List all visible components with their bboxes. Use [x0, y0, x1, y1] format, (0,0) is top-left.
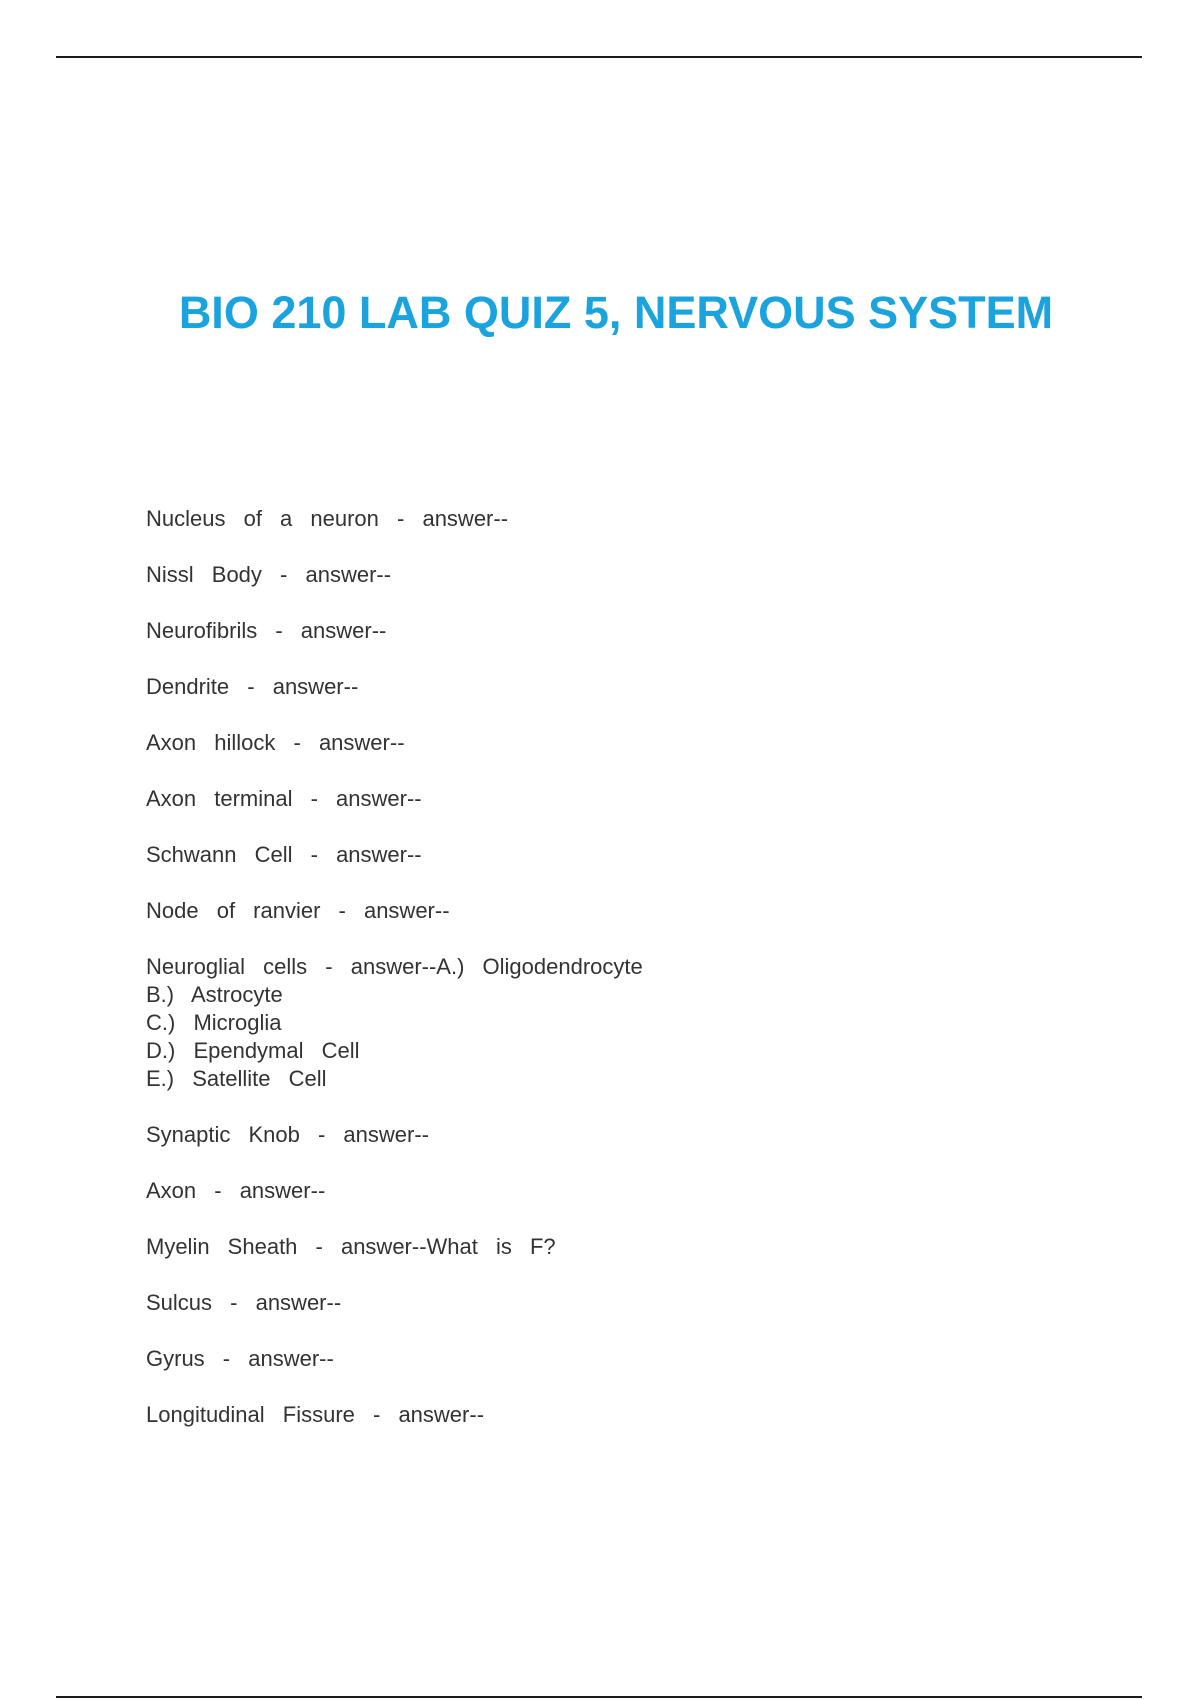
bottom-rule [56, 1696, 1142, 1698]
item-text: Nissl Body - answer-- [146, 562, 392, 587]
list-item [146, 1401, 1146, 1429]
item-text: Axon hillock - answer-- [146, 730, 405, 755]
list-item [146, 505, 1146, 533]
item-text: Longitudinal Fissure - answer-- [146, 1402, 485, 1427]
item-text: Synaptic Knob - answer-- [146, 1122, 429, 1147]
item-subline: D.) Ependymal Cell [146, 1038, 360, 1063]
item-text: Neurofibrils - answer-- [146, 618, 387, 643]
list-item [146, 561, 1146, 589]
list-item [146, 897, 1146, 925]
item-text: Node of ranvier - answer-- [146, 898, 450, 923]
list-item [146, 1233, 1146, 1261]
item-text: Neuroglial cells - answer--A.) Oligodendrocyte [146, 954, 643, 979]
item-text: Gyrus - answer-- [146, 1346, 334, 1371]
item-text: Schwann Cell - answer-- [146, 842, 422, 867]
item-text: Myelin Sheath - answer--What is F? [146, 1234, 556, 1259]
list-item [146, 617, 1146, 645]
list-item [146, 785, 1146, 813]
item-text: Sulcus - answer-- [146, 1290, 342, 1315]
item-subline: B.) Astrocyte [146, 982, 283, 1007]
list-item [146, 953, 1146, 1093]
list-item [146, 729, 1146, 757]
document-title: BIO 210 LAB QUIZ 5, NERVOUS SYSTEM [178, 287, 1054, 338]
item-subline: E.) Satellite Cell [146, 1066, 327, 1091]
list-item [146, 673, 1146, 701]
item-text: Dendrite - answer-- [146, 674, 359, 699]
list-item [146, 841, 1146, 869]
list-item [146, 1177, 1146, 1205]
list-item [146, 1289, 1146, 1317]
list-item [146, 1345, 1146, 1373]
item-text: Nucleus of a neuron - answer-- [146, 506, 509, 531]
item-text: Axon - answer-- [146, 1178, 326, 1203]
item-subline: C.) Microglia [146, 1010, 282, 1035]
top-rule [56, 56, 1142, 58]
question-list [146, 505, 1146, 1457]
list-item [146, 1121, 1146, 1149]
item-text: Axon terminal - answer-- [146, 786, 422, 811]
